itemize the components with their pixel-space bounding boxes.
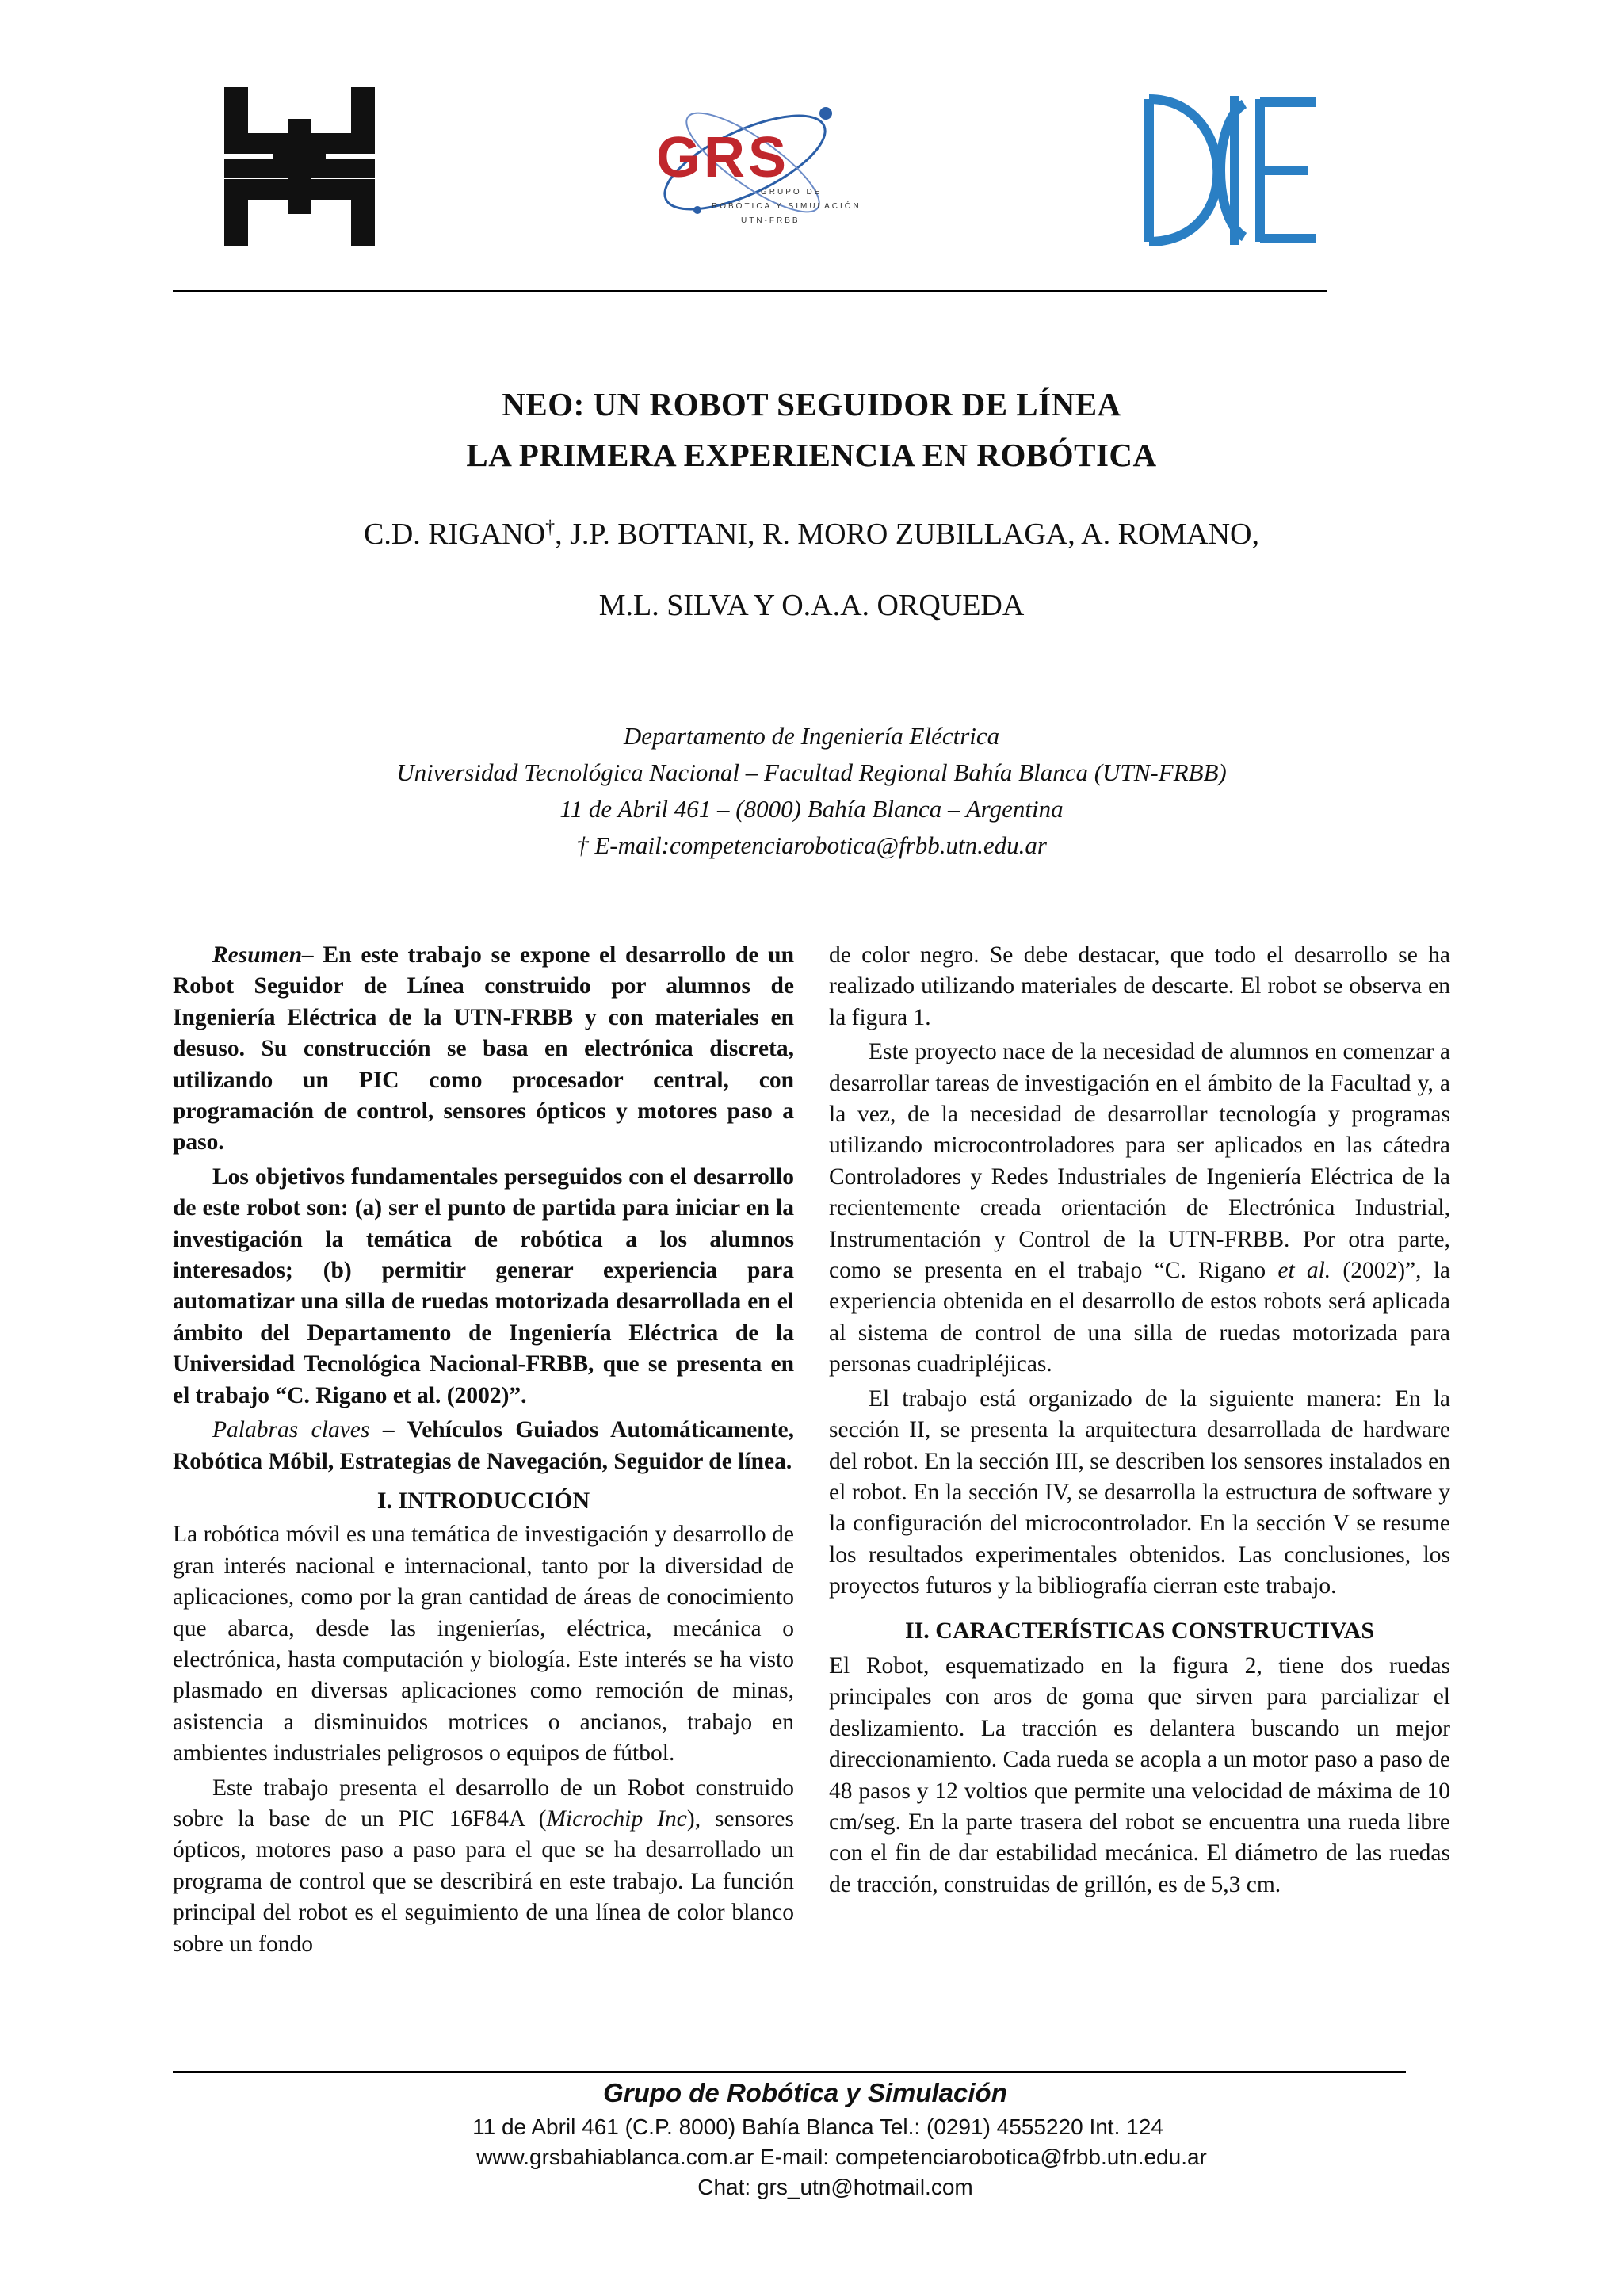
affiliation-email: † E-mail:competenciarobotica@frbb.utn.edu.ar — [576, 831, 1047, 859]
svg-text:GRS: GRS — [656, 126, 790, 189]
abstract-text: En este trabajo se expone el desarrollo de un Robot Seguidor de Línea construido por alumnos de Ingeniería Eléctrica de la UTN-FRBB y con materiales en desuso. Su construcción se basa en electrónica discreta, utilizando un PIC como procesador central, con programación de control, sensores ópticos y motores paso a paso. — [173, 942, 794, 1156]
header-divider — [173, 290, 1327, 292]
corresponding-mark: † — [545, 517, 556, 538]
keywords-label: Palabras claves — [212, 1417, 370, 1443]
title-line-1: NEO: UN ROBOT SEGUIDOR DE LÍNEA — [502, 386, 1121, 422]
right-column — [829, 940, 1450, 1901]
svg-text:GRUPO DE: GRUPO DE — [761, 188, 823, 197]
intro-paragraph-3 — [829, 1037, 1450, 1380]
abstract-label: Resumen– — [212, 942, 314, 968]
affiliation-address: 11 de Abril 461 – (8000) Bahía Blanca – Argentina — [559, 795, 1064, 823]
svg-text:UTN-FRBB: UTN-FRBB — [741, 216, 800, 225]
abstract — [173, 940, 794, 1159]
footer-group-name: Grupo de Robótica y Simulación — [603, 2078, 1007, 2107]
keywords-text: – Vehículos Guiados Automáticamente, Robótica Móbil, Estrategias de Navegación, Seguidor de línea. — [173, 1417, 794, 1474]
footer-divider — [173, 2071, 1406, 2073]
title-line-2: LA PRIMERA EXPERIENCIA EN ROBÓTICA — [466, 437, 1157, 473]
authors-line-2: M.L. SILVA Y O.A.A. ORQUEDA — [598, 589, 1025, 622]
utn-emblem-icon — [224, 87, 375, 246]
left-column — [173, 940, 794, 1960]
section-heading-introduccion: I. INTRODUCCIÓN — [376, 1487, 590, 1514]
affiliation — [0, 718, 1623, 864]
paper-title — [0, 379, 1623, 480]
authors-line-1 — [0, 517, 1623, 552]
intro-p3-text-b: (2002)”, la experiencia obtenida en el desarrollo de estos robots será aplicada al sistema de control de una silla de ruedas motorizada para personas cuadripléjicas. — [829, 1258, 1450, 1377]
construction-paragraph-1: El Robot, esquematizado en la figura 2, tiene dos ruedas principales con aros de goma que sirven para parcializar el deslizamiento. La tracción es delantera buscando un mejor direccionamiento. Cada rueda se acopla a un motor paso a paso de 48 pasos y 12 voltios que permite una velocidad de máxima de 10 cm/seg. En la parte trasera del robot se encuentra una rueda libre con el fin de dar estabilidad mecánica. El diámetro de las ruedas de tracción, construidas de grillón, es de 5,3 cm. — [829, 1652, 1450, 1897]
intro-paragraph-2 — [173, 1773, 794, 1960]
keywords — [173, 1415, 794, 1477]
intro-paragraph-4: El trabajo está organizado de la siguiente manera: En la sección II, se presenta la arquitectura desarrollada de hardware del robot. En la sección III, se describen los sensores instalados en el robot. En la sección IV, se desarrolla la estructura de software y la configuración del microcontrolador. En la sección V se resume los resultados experimentales obtenidos. Las conclusiones, los proyectos futuros y la bibliografía cierran este trabajo. — [829, 1385, 1450, 1599]
intro-p2-text-a: Este trabajo presenta el desarrollo de un Robot construido sobre la base de un PIC 16F84A ( — [173, 1775, 794, 1832]
intro-paragraph-1: La robótica móvil es una temática de investigación y desarrollo de gran interés nacional e internacional, tanto por la diversidad de aplicaciones, como por la gran cantidad de áreas de conocimiento que abarca, desde las ingenierías, eléctrica, mecánica o electrónica, hasta computación y biología. Este interés se ha visto plasmado en diversas aplicaciones como remoción de minas, asistencia a disminuidos motrices o ancianos, trabajo en ambientes industriales peligrosos o equipos de fútbol. — [173, 1522, 794, 1767]
grs-logo-icon — [650, 91, 864, 250]
intro-p3-italic: et al. — [1277, 1258, 1331, 1284]
footer-web-email: www.grsbahiablanca.com.ar E-mail: competenciarobotica@frbb.utn.edu.ar — [476, 2145, 1207, 2169]
intro-p2-text-b: ), sensores ópticos, motores paso a paso para el que se ha desarrollado un programa de control que se describirá en este trabajo. La función principal del robot es el seguimiento de una línea de color blanco sobre un fondo — [173, 1805, 794, 1957]
authors-rest: , J.P. BOTTANI, R. MORO ZUBILLAGA, A. ROMANO, — [555, 518, 1259, 551]
intro-continuation: de color negro. Se debe destacar, que todo el desarrollo se ha realizado utilizando materiales de descarte. El robot se observa en la figura 1. — [829, 942, 1450, 1030]
footer-chat: Chat: grs_utn@hotmail.com — [697, 2175, 973, 2199]
objectives-paragraph: Los objetivos fundamentales perseguidos con el desarrollo de este robot son: (a) ser el punto de partida para iniciar en la investigación la temática de robótica a los alumnos interesados; (b) permitir generar experiencia para automatizar una silla de ruedas motorizada desarrollada en el ámbito del Departamento de Ingeniería Eléctrica de la Universidad Tecnológica Nacional-FRBB, que se presenta en el trabajo “C. Rigano et al. (2002)”. — [173, 1163, 794, 1408]
section-heading-caracteristicas: II. CARACTERÍSTICAS CONSTRUCTIVAS — [904, 1617, 1375, 1644]
affiliation-dept: Departamento de Ingeniería Eléctrica — [623, 722, 1000, 750]
die-logo-icon — [1141, 91, 1323, 250]
intro-p2-italic: Microchip Inc — [546, 1805, 687, 1832]
intro-p3-text-a: Este proyecto nace de la necesidad de alumnos en comenzar a desarrollar tareas de investigación en el ámbito de la Facultad y, a la vez, de la necesidad de desarrollar tecnología y programas utilizando microcontroladores para ser aplicados en las cátedra Controladores y Redes Industriales de Ingeniería Eléctrica de la recientemente creada orientación de Electrónica Industrial, Instrumentación y Control de la UTN-FRBB. Por otra parte, como se presenta en el trabajo “C. Rigano — [829, 1039, 1450, 1284]
affiliation-university: Universidad Tecnológica Nacional – Facultad Regional Bahía Blanca (UTN-FRBB) — [396, 758, 1227, 786]
author-first: C.D. RIGANO — [364, 518, 546, 551]
footer-address: 11 de Abril 461 (C.P. 8000) Bahía Blanca Tel.: (0291) 4555220 Int. 124 — [472, 2115, 1163, 2139]
svg-text:ROBÓTICA Y SIMULACIÓN: ROBÓTICA Y SIMULACIÓN — [712, 202, 861, 211]
